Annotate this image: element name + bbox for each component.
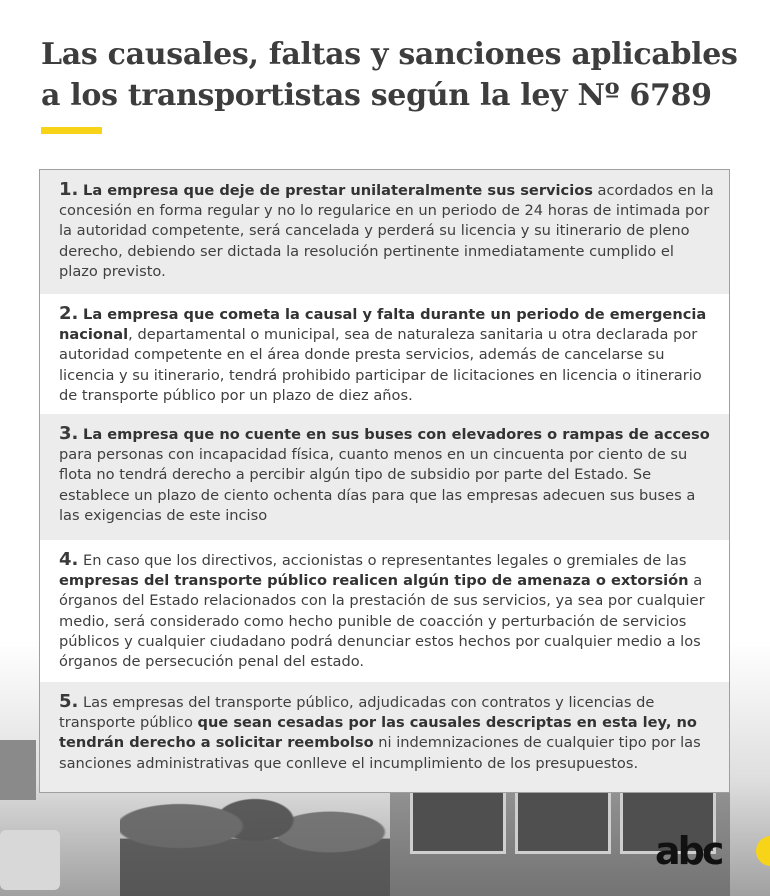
item-bold-mid: empresas del transporte público realicen algún tipo de amenaza o extorsión	[59, 572, 689, 590]
item-number: 1.	[59, 179, 79, 200]
item-text: ni indemnizaciones de cualquier tipo por las sanciones administrativas que conlleve el incumplimiento de los presupuestos.	[59, 734, 701, 772]
sanctions-panel	[39, 169, 730, 793]
item-bold-mid: que sean cesadas por las causales descriptas en esta ley, no tendrán derecho a solicitar reembolso	[59, 714, 697, 752]
list-item	[40, 294, 729, 414]
passengers	[120, 790, 420, 896]
list-item	[40, 682, 729, 792]
item-bold-lead: La empresa que no cuente en sus buses con elevadores o rampas de acceso	[83, 426, 710, 443]
car	[0, 830, 60, 890]
item-text: En caso que los directivos, accionistas o representantes legales o gremiales de las	[78, 552, 687, 569]
list-item	[40, 540, 729, 682]
item-number: 4.	[59, 549, 79, 570]
item-text: para personas con incapacidad física, cuanto menos en un cincuenta por ciento de su flota no tendrá derecho a percibir algún tipo de subsidio por parte del Estado. Se establece un plazo de ciento ochenta días para que las empresas adecuen sus buses a las exigencias de este inciso	[59, 446, 696, 524]
list-item	[40, 170, 729, 294]
item-number: 5.	[59, 691, 79, 712]
item-bold-lead: La empresa que cometa la causal y falta durante un periodo de emergencia nacional	[59, 306, 707, 344]
street-sign	[0, 740, 36, 800]
item-number: 3.	[59, 423, 79, 444]
item-text: Las empresas del transporte público, adjudicadas con contratos y licencias de transporte público	[59, 694, 655, 732]
abc-logo: abc	[655, 829, 722, 873]
item-number: 2.	[59, 303, 79, 324]
title-accent-bar	[41, 127, 102, 134]
item-bold-lead: La empresa que deje de prestar unilateralmente sus servicios	[83, 182, 593, 199]
page-title: Las causales, faltas y sanciones aplicables a los transportistas según la ley Nº 6789	[41, 37, 738, 113]
item-text: a órganos del Estado relacionados con la prestación de sus servicios, ya sea por cualquier medio, será considerado como hecho punible de coacción y perturbación de servicios públicos y cualquier ciudadano podrá denunciar estos hechos por cualquier medio a los órganos de persecución penal del estado.	[59, 572, 705, 671]
item-text: , departamental o municipal, sea de naturaleza sanitaria u otra declarada por autoridad competente en el área donde presta servicios, además de cancelarse su licencia y su itinerario, tendrá prohibido participar de licitaciones en licencia o itinerario de transporte público por un plazo de diez años.	[59, 326, 702, 404]
item-text: acordados en la concesión en forma regular y no lo regularice en un periodo de 24 horas de intimada por la autoridad competente, será cancelada y perderá su licencia y su itinerario de pleno derecho, debiendo ser dictada la resolución pertinente inmediatamente cumplido el plazo previsto.	[59, 182, 714, 280]
list-item	[40, 414, 729, 540]
